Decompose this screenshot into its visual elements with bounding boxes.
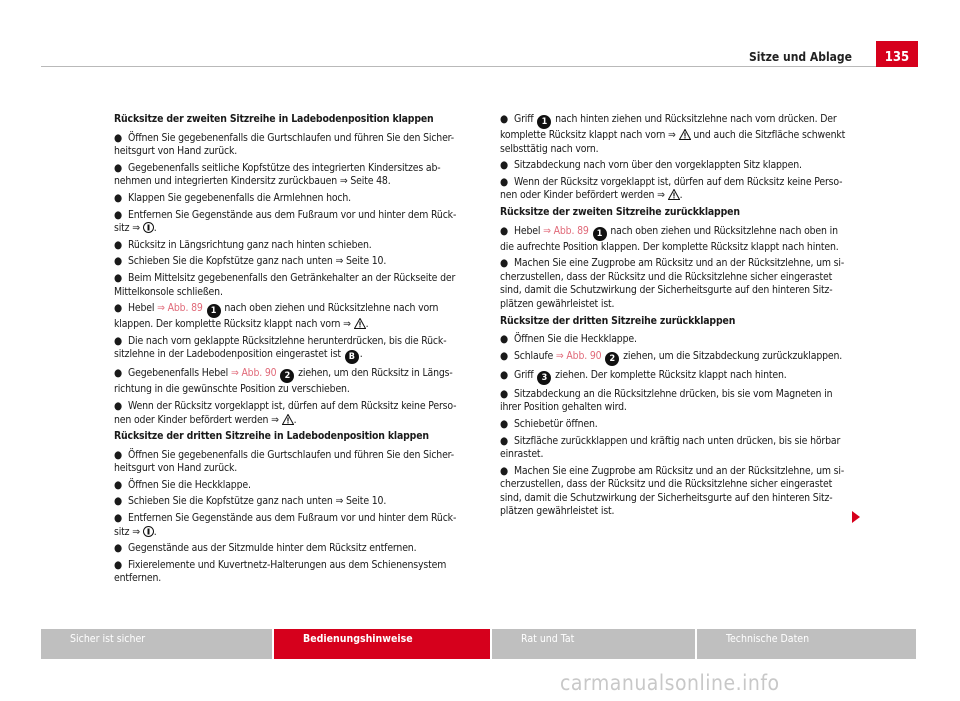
list-item: ● Fixierelemente und Kuvertnetz-Halterungen aus dem Schienensystem entfernen. [114, 558, 447, 585]
watermark: carmanualsonline.info [560, 671, 780, 695]
heading: Rücksitze der zweiten Sitzreihe zurückklappen [500, 205, 740, 218]
list-item: ● Gegebenenfalls Hebel ⇒ Abb. 90 2 ziehen, um den Rücksitz in Längs-richtung in die gewünschte Position zu verschieben. [114, 367, 453, 396]
bullet-icon: ● [500, 464, 509, 477]
warning-triangle-icon [354, 318, 366, 329]
callout-number: 1 [207, 304, 221, 318]
list-item: ● Hebel ⇒ Abb. 89 1 nach oben ziehen und Rücksitzlehne nach vorn klappen. Der komplette Rücksitz klappt nach vorn ⇒ . [114, 302, 439, 331]
list-item: ● Sitzfläche zurückklappen und kräftig nach unten drücken, bis sie hörbar einrastet. [500, 434, 841, 461]
section-title: Sitze und Ablage [749, 50, 852, 64]
bullet-icon: ● [114, 334, 123, 347]
list-item: ● Öffnen Sie die Heckklappe. [500, 333, 637, 346]
list-item: ● Öffnen Sie die Heckklappe. [114, 478, 251, 491]
footer-nav [41, 629, 918, 659]
warning-triangle-icon [679, 129, 691, 140]
list-item: ● Machen Sie eine Zugprobe am Rücksitz und an der Rücksitzlehne, um si-cherzustellen, dass der Rücksitz und die Rücksitzlehne sicher eingerastet sind, damit die Schutzwirkung der Sicherheitsgurte auf den hinteren Sitz-plätzen gewährleistet ist. [500, 257, 845, 310]
warning-triangle-icon [668, 189, 680, 200]
bullet-icon: ● [114, 271, 123, 284]
list-item: ● Gegenstände aus der Sitzmulde hinter dem Rücksitz entfernen. [114, 542, 417, 555]
tab-rat-und-tat[interactable]: Rat und Tat [492, 629, 695, 659]
tab-technische-daten[interactable]: Technische Daten [697, 629, 916, 659]
bullet-icon: ● [114, 558, 123, 571]
bullet-icon: ● [500, 159, 509, 172]
bullet-icon: ● [114, 512, 123, 525]
callout-number: 2 [280, 369, 294, 383]
bullet-icon: ● [114, 208, 123, 221]
heading: Rücksitze der zweiten Sitzreihe in Ladebodenposition klappen [114, 113, 434, 125]
left-column [114, 113, 466, 589]
bullet-icon: ● [114, 191, 123, 204]
bullet-icon: ● [500, 387, 509, 400]
list-item: ● Rücksitz in Längsrichtung ganz nach hinten schieben. [114, 238, 372, 251]
list-item: ● Beim Mittelsitz gegebenenfalls den Getränkehalter an der Rückseite der Mittelkonsole schließen. [114, 271, 456, 298]
bullet-icon: ● [114, 448, 123, 461]
list-item: ● Griff 1 nach hinten ziehen und Rücksitzlehne nach vorn drücken. Der komplette Rücksitz klappt nach vorn ⇒ und auch die Sitzfläche schwenkt selbsttätig nach vorn. [500, 113, 846, 155]
bullet-icon: ● [500, 417, 509, 430]
list-item: ● Sitzabdeckung an die Rücksitzlehne drücken, bis sie vom Magneten in ihrer Position gehalten wird. [500, 387, 833, 414]
figure-reference[interactable]: ⇒ Abb. 89 [157, 302, 203, 315]
bullet-icon: ● [114, 255, 123, 268]
list-item: ● Schieben Sie die Kopfstütze ganz nach unten ⇒ Seite 10. [114, 495, 387, 508]
callout-number: 3 [537, 371, 551, 385]
list-item: ● Schieben Sie die Kopfstütze ganz nach unten ⇒ Seite 10. [114, 255, 387, 268]
bullet-icon: ● [114, 161, 123, 174]
bullet-icon: ● [500, 368, 509, 381]
bullet-icon: ● [500, 333, 509, 346]
list-item: ● Entfernen Sie Gegenstände aus dem Fußraum vor und hinter dem Rück-sitz ⇒ . [114, 512, 457, 538]
list-item: ● Wenn der Rücksitz vorgeklappt ist, dürfen auf dem Rücksitz keine Perso-nen oder Kinder befördert werden ⇒ . [114, 399, 457, 426]
list-item: ● Schiebetür öffnen. [500, 417, 598, 430]
callout-number: 1 [537, 115, 551, 129]
list-item: ● Schlaufe ⇒ Abb. 90 2 ziehen, um die Sitzabdeckung zurückzuklappen. [500, 349, 843, 364]
bullet-icon: ● [114, 131, 123, 144]
bullet-icon: ● [500, 175, 509, 188]
callout-number: 2 [605, 352, 619, 366]
bullet-icon: ● [114, 399, 123, 412]
bullet-icon: ● [500, 434, 509, 447]
bullet-icon: ● [114, 495, 123, 508]
figure-reference[interactable]: ⇒ Abb. 89 [543, 224, 589, 237]
list-item: ● Griff 3 ziehen. Der komplette Rücksitz klappt nach hinten. [500, 368, 787, 383]
figure-reference[interactable]: ⇒ Abb. 90 [555, 349, 602, 362]
list-item: ● Wenn der Rücksitz vorgeklappt ist, dürfen auf dem Rücksitz keine Perso-nen oder Kinder befördert werden ⇒ . [500, 175, 843, 202]
list-item: ● Entfernen Sie Gegenstände aus dem Fußraum vor und hinter dem Rück-sitz ⇒ . [114, 208, 457, 235]
bullet-icon: ● [114, 302, 123, 315]
header-rule [41, 66, 918, 67]
note-circle-icon [143, 526, 154, 537]
list-item: ● Hebel ⇒ Abb. 89 1 nach oben ziehen und Rücksitzlehne nach oben in die aufrechte Position klappen. Der komplette Rücksitz klappt nach hinten. [500, 224, 839, 253]
list-item: ● Öffnen Sie gegebenenfalls die Gurtschlaufen und führen Sie den Sicher-heitsgurt von Hand zurück. [114, 448, 454, 475]
list-item: ● Öffnen Sie gegebenenfalls die Gurtschlaufen und führen Sie den Sicher-heitsgurt von Hand zurück. [114, 131, 454, 158]
bullet-icon: ● [114, 478, 123, 491]
bullet-icon: ● [500, 349, 509, 362]
right-column [500, 113, 852, 522]
heading: Rücksitze der dritten Sitzreihe zurückklappen [500, 314, 736, 327]
bullet-icon: ● [114, 542, 123, 555]
list-item: ● Klappen Sie gegebenenfalls die Armlehnen hoch. [114, 191, 351, 204]
bullet-icon: ● [500, 224, 509, 237]
heading: Rücksitze der dritten Sitzreihe in Ladebodenposition klappen [114, 430, 429, 443]
tab-sicher-ist-sicher[interactable]: Sicher ist sicher [41, 629, 272, 659]
callout-letter: B [345, 350, 359, 364]
callout-number: 1 [593, 227, 607, 241]
list-item: ● Machen Sie eine Zugprobe am Rücksitz und an der Rücksitzlehne, um si-cherzustellen, dass der Rücksitz und die Rücksitzlehne sicher eingerastet sind, damit die Schutzwirkung der Sicherheitsgurte auf den hinteren Sitz-plätzen gewährleistet ist. [500, 464, 845, 518]
list-item: ● Sitzabdeckung nach vorn über den vorgeklappten Sitz klappen. [500, 159, 802, 172]
bullet-icon: ● [500, 257, 509, 270]
list-item: ● Gegebenenfalls seitliche Kopfstütze des integrierten Kindersitzes ab-nehmen und integrierten Kindersitz zurückbauen ⇒ Seite 48. [114, 161, 441, 188]
bullet-icon: ● [500, 113, 509, 125]
bullet-icon: ● [114, 367, 123, 380]
continue-arrow-icon [852, 511, 860, 523]
page-number: 135 [876, 41, 918, 67]
figure-reference[interactable]: ⇒ Abb. 90 [230, 367, 277, 380]
note-circle-icon [143, 222, 154, 233]
list-item: ● Die nach vorn geklappte Rücksitzlehne herunterdrücken, bis die Rück-sitzlehne in der Ladebodenposition eingerastet ist B . [114, 334, 447, 363]
warning-triangle-icon [282, 414, 294, 425]
tab-bedienungshinweise[interactable]: Bedienungshinweise [274, 629, 490, 659]
bullet-icon: ● [114, 238, 123, 251]
